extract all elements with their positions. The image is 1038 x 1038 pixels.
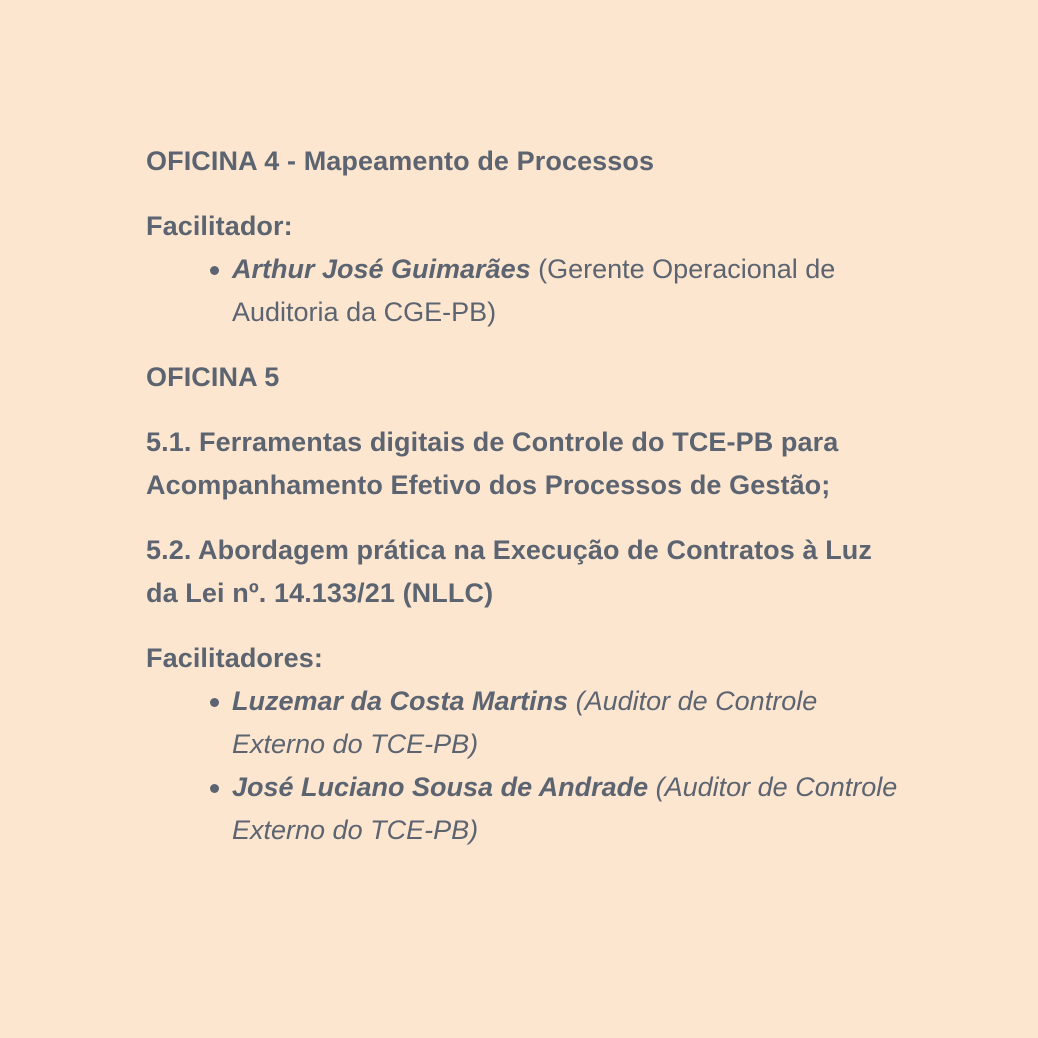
list-item bbox=[232, 680, 906, 766]
facilitator-role: (Auditor de Controle Externo do TCE-PB) bbox=[232, 772, 898, 845]
facilitator-label: Facilitador: bbox=[146, 211, 293, 241]
list-item bbox=[232, 248, 906, 334]
facilitator-name: Luzemar da Costa Martins bbox=[232, 686, 569, 716]
workshop-5-facilitator-list bbox=[146, 680, 906, 852]
facilitator-role: (Gerente Operacional de Auditoria da CGE-PB) bbox=[232, 254, 836, 327]
workshop-5-topic-1: 5.1. Ferramentas digitais de Controle do TCE-PB para Acompanhamento Efetivo dos Processos de Gestão; bbox=[146, 427, 839, 500]
facilitators-label: Facilitadores: bbox=[146, 643, 323, 673]
workshop-5-title: OFICINA 5 bbox=[146, 362, 280, 392]
facilitator-role: (Auditor de Controle Externo do TCE-PB) bbox=[232, 686, 818, 759]
workshop-5-topic-2: 5.2. Abordagem prática na Execução de Contratos à Luz da Lei nº. 14.133/21 (NLLC) bbox=[146, 535, 872, 608]
workshop-4-facilitator-list bbox=[146, 248, 906, 334]
facilitator-name: Arthur José Guimarães bbox=[232, 254, 531, 284]
list-item bbox=[232, 766, 906, 852]
content-block bbox=[146, 140, 906, 852]
workshop-4-title: OFICINA 4 - Mapeamento de Processos bbox=[146, 146, 655, 176]
facilitator-name: José Luciano Sousa de Andrade bbox=[232, 772, 649, 802]
